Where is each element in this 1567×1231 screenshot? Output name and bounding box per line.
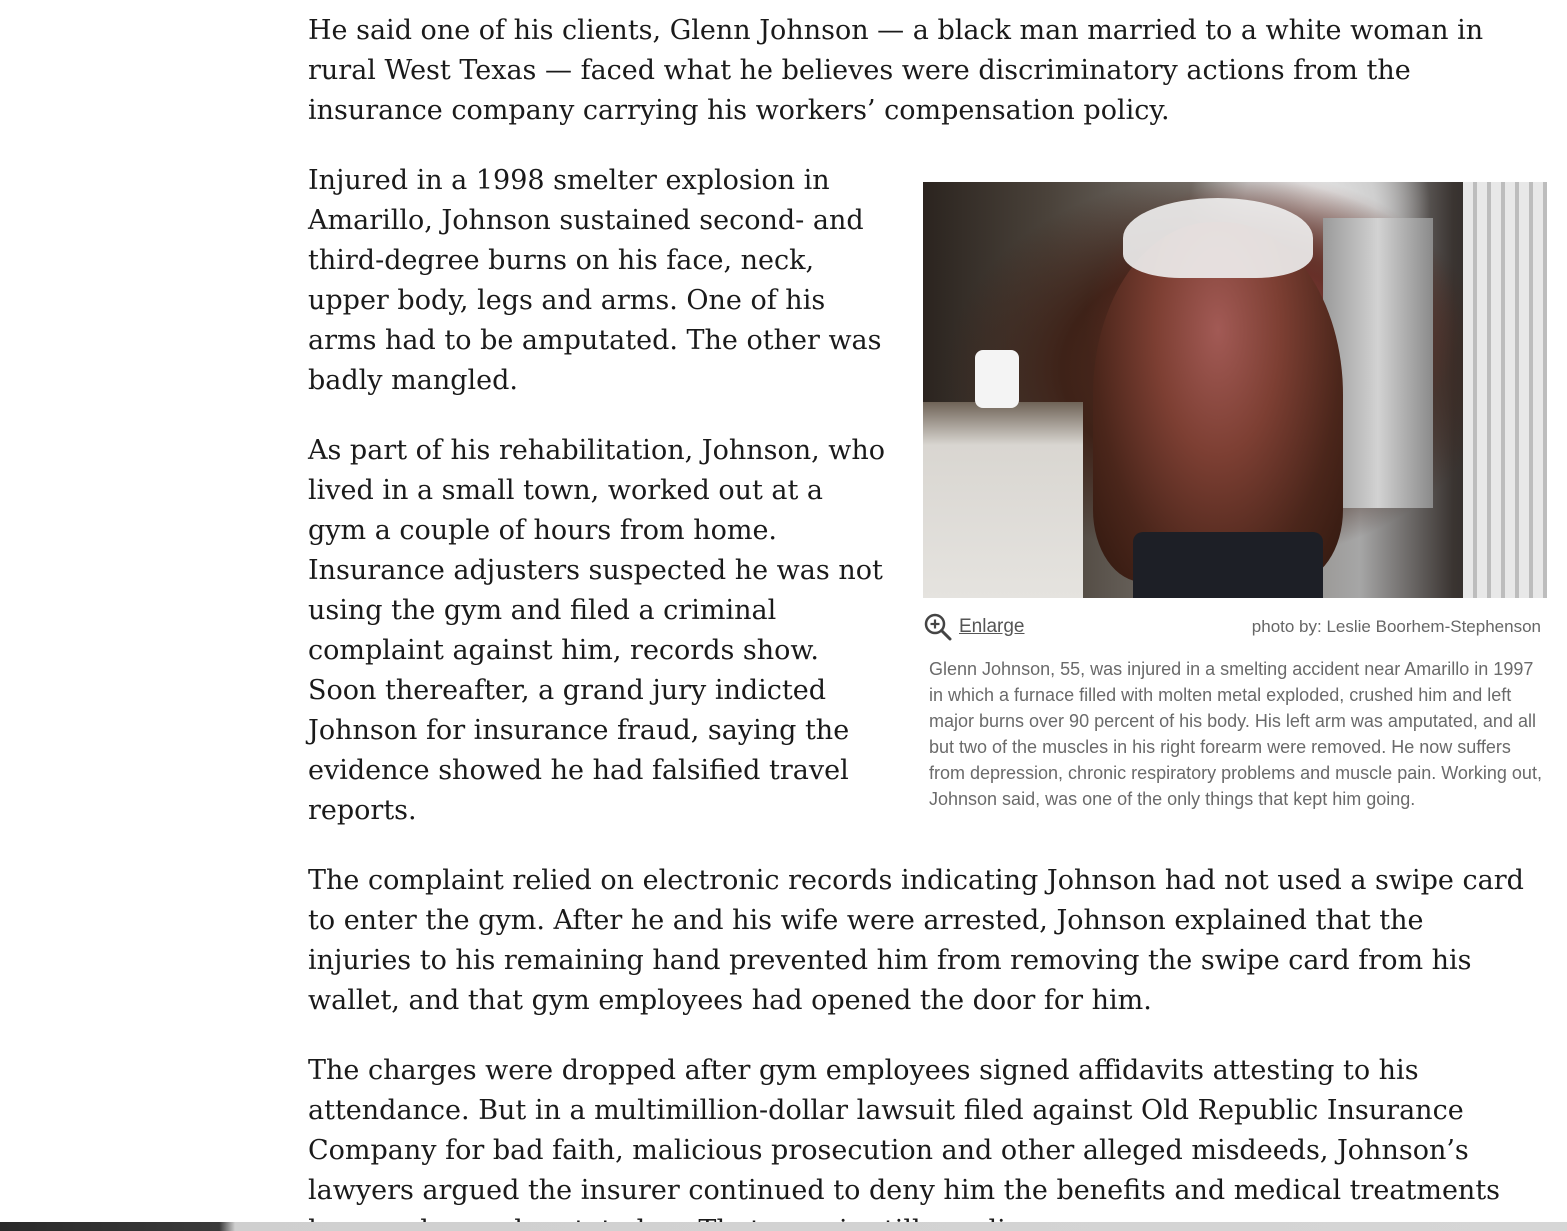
photo-pants [1133,532,1323,598]
article-figure [923,182,1547,812]
article-paragraph: As part of his rehabilitation, Johnson, who lived in a small town, worked out at a gym a couple of hours from home. Insurance adjusters suspected he was not using the gym and filed a criminal complaint against him, records show. Soon thereafter, a grand jury indicted Johnson for insurance fraud, saying the evidence showed he had falsified travel reports. [308,435,886,826]
article-paragraph: Injured in a 1998 smelter explosion in Amarillo, Johnson sustained second- and third-degree burns on his face, neck, upper body, legs and arms. One of his arms had to be amputated. The other was badly mangled. [308,165,882,396]
zoom-in-icon [923,612,953,642]
photo-paper-towel [975,350,1019,408]
enlarge-link[interactable] [923,612,1025,642]
bottom-scroll-edge [0,1222,1567,1231]
figure-meta [923,612,1547,642]
photo-shirt [1123,198,1313,278]
article-paragraph: The complaint relied on electronic records indicating Johnson had not used a swipe card to enter the gym. After he and his wife were arrested, Johnson explained that the injuries to his remaining hand prevented him from removing the swipe card from his wallet, and that gym employees had opened the door for him. [308,865,1524,1016]
photo-window-blinds [1463,182,1547,598]
article-paragraph: The charges were dropped after gym employees signed affidavits attesting to his attendance. But in a multimillion-dollar lawsuit filed against Old Republic Insurance Company for bad faith, malicious prosecution and other alleged misdeeds, Johnson’s lawyers argued the insurer continued to deny him the benefits and medical treatments [308,1055,1501,1206]
photo-caption: Glenn Johnson, 55, was injured in a smelting accident near Amarillo in 1997 in which a furnace filled with molten metal exploded, crushed him and left major burns over 90 percent of his body. His left arm was amputated, and all but two of the muscles in his right forearm were removed. He now suffers from depression, chronic respiratory problems and muscle pain. Working out, Johnson said, was one of the only things that kept him going. [929,659,1542,809]
photo-kitchen-counter [923,402,1083,598]
enlarge-label[interactable]: Enlarge [959,616,1025,637]
photo-credit: photo by: Leslie Boorhem-Stephenson [1251,617,1541,636]
article-paragraph: He said one of his clients, Glenn Johnson — a black man married to a white woman in rural West Texas — faced what he believes were discriminatory actions from the insurance company carrying his workers’ compensation policy. [308,15,1484,126]
photo-glenn-johnson[interactable] [923,182,1547,598]
article-body [308,11,1542,1231]
